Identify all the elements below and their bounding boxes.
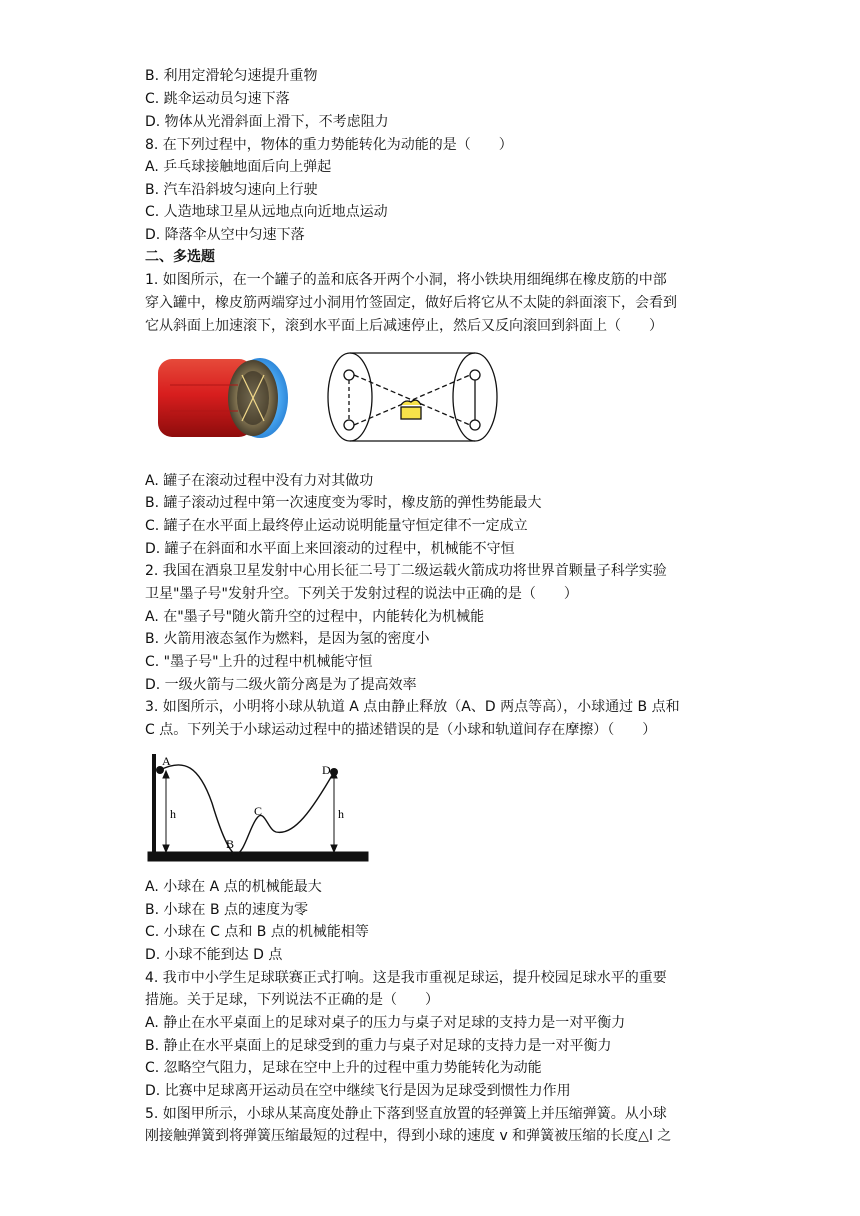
mq1-option-b: B. 罐子滚动过程中第一次速度变为零时，橡皮筋的弹性势能最大	[145, 495, 542, 511]
option-7b: B. 利用定滑轮匀速提升重物	[145, 68, 318, 84]
track-figure	[144, 748, 372, 870]
mq2-option-d: D. 一级火箭与二级火箭分离是为了提高效率	[145, 677, 417, 693]
mq3-stem-line2: C 点。下列关于小球运动过程中的描述错误的是（小球和轨道间存在摩擦）（ ）	[145, 722, 657, 738]
mq4-stem-line2: 措施。关于足球，下列说法不正确的是（ ）	[145, 992, 439, 1008]
mq1-stem-line2: 穿入罐中，橡皮筋两端穿过小洞用竹签固定，做好后将它从不太陡的斜面滚下，会看到	[145, 295, 677, 311]
can-figure	[150, 345, 500, 450]
mq3-option-b: B. 小球在 B 点的速度为零	[145, 902, 309, 918]
option-7d: D. 物体从光滑斜面上滑下，不考虑阻力	[145, 114, 389, 130]
option-8d: D. 降落伞从空中匀速下落	[145, 227, 305, 243]
section-heading-multiple-choice: 二、多选题	[145, 249, 215, 265]
track-label-c: C	[254, 804, 263, 818]
track-label-a: A	[162, 754, 171, 768]
mq2-option-c: C. "墨子号"上升的过程中机械能守恒	[145, 654, 373, 670]
mq4-stem-line1: 4. 我市中小学生足球联赛正式打响。这是我市重视足球运，提升校园足球水平的重要	[145, 970, 667, 986]
option-8c: C. 人造地球卫星从远地点向近地点运动	[145, 204, 388, 220]
mq1-option-a: A. 罐子在滚动过程中没有力对其做功	[145, 473, 374, 489]
mq4-option-d: D. 比赛中足球离开运动员在空中继续飞行是因为足球受到惯性力作用	[145, 1083, 571, 1099]
mq3-option-d: D. 小球不能到达 D 点	[145, 947, 283, 963]
option-8a: A. 乒乓球接触地面后向上弹起	[145, 159, 332, 175]
mq1-option-d: D. 罐子在斜面和水平面上来回滚动的过程中，机械能不守恒	[145, 541, 515, 557]
track-label-b: B	[226, 837, 235, 851]
mq3-option-a: A. 小球在 A 点的机械能最大	[145, 879, 322, 895]
mq2-option-b: B. 火箭用液态氢作为燃料，是因为氢的密度小	[145, 631, 430, 647]
mq3-stem-line1: 3. 如图所示，小明将小球从轨道 A 点由静止释放（A、D 两点等高），小球通过 B 点和	[145, 699, 680, 715]
option-7c: C. 跳伞运动员匀速下落	[145, 91, 290, 107]
can-schematic	[328, 353, 497, 441]
mq4-option-c: C. 忽略空气阻力，足球在空中上升的过程中重力势能转化为动能	[145, 1060, 542, 1076]
track-label-h-left: h	[170, 807, 176, 821]
can-photo	[158, 358, 288, 438]
mq1-stem-line3: 它从斜面上加速滚下，滚到水平面上后减速停止，然后又反向滚回到斜面上（ ）	[145, 318, 663, 334]
mq5-stem-line1: 5. 如图甲所示，小球从某高度处静止下落到竖直放置的轻弹簧上并压缩弹簧。从小球	[145, 1106, 667, 1122]
can-illustration	[150, 345, 500, 450]
mq4-option-a: A. 静止在水平桌面上的足球对桌子的压力与桌子对足球的支持力是一对平衡力	[145, 1015, 626, 1031]
mq5-stem-line2: 刚接触弹簧到将弹簧压缩最短的过程中，得到小球的速度 v 和弹簧被压缩的长度△l 之	[145, 1128, 672, 1144]
mq1-option-c: C. 罐子在水平面上最终停止运动说明能量守恒定律不一定成立	[145, 518, 528, 534]
track-diagram	[144, 748, 372, 870]
mq3-option-c: C. 小球在 C 点和 B 点的机械能相等	[145, 924, 369, 940]
mq2-stem-line2: 卫星"墨子号"发射升空。下列关于发射过程的说法中正确的是（ ）	[145, 586, 578, 602]
track-label-h-right: h	[338, 807, 344, 821]
mq4-option-b: B. 静止在水平桌面上的足球受到的重力与桌子对足球的支持力是一对平衡力	[145, 1038, 612, 1054]
option-8b: B. 汽车沿斜坡匀速向上行驶	[145, 182, 318, 198]
question-8-stem: 8. 在下列过程中，物体的重力势能转化为动能的是（ ）	[145, 137, 513, 153]
mq1-stem-line1: 1. 如图所示，在一个罐子的盖和底各开两个小洞，将小铁块用细绳绑在橡皮筋的中部	[145, 272, 667, 288]
track-label-d: D	[322, 763, 331, 777]
mq2-option-a: A. 在"墨子号"随火箭升空的过程中，内能转化为机械能	[145, 609, 485, 625]
mq2-stem-line1: 2. 我国在酒泉卫星发射中心用长征二号丁二级运载火箭成功将世界首颗量子科学实验	[145, 563, 667, 579]
